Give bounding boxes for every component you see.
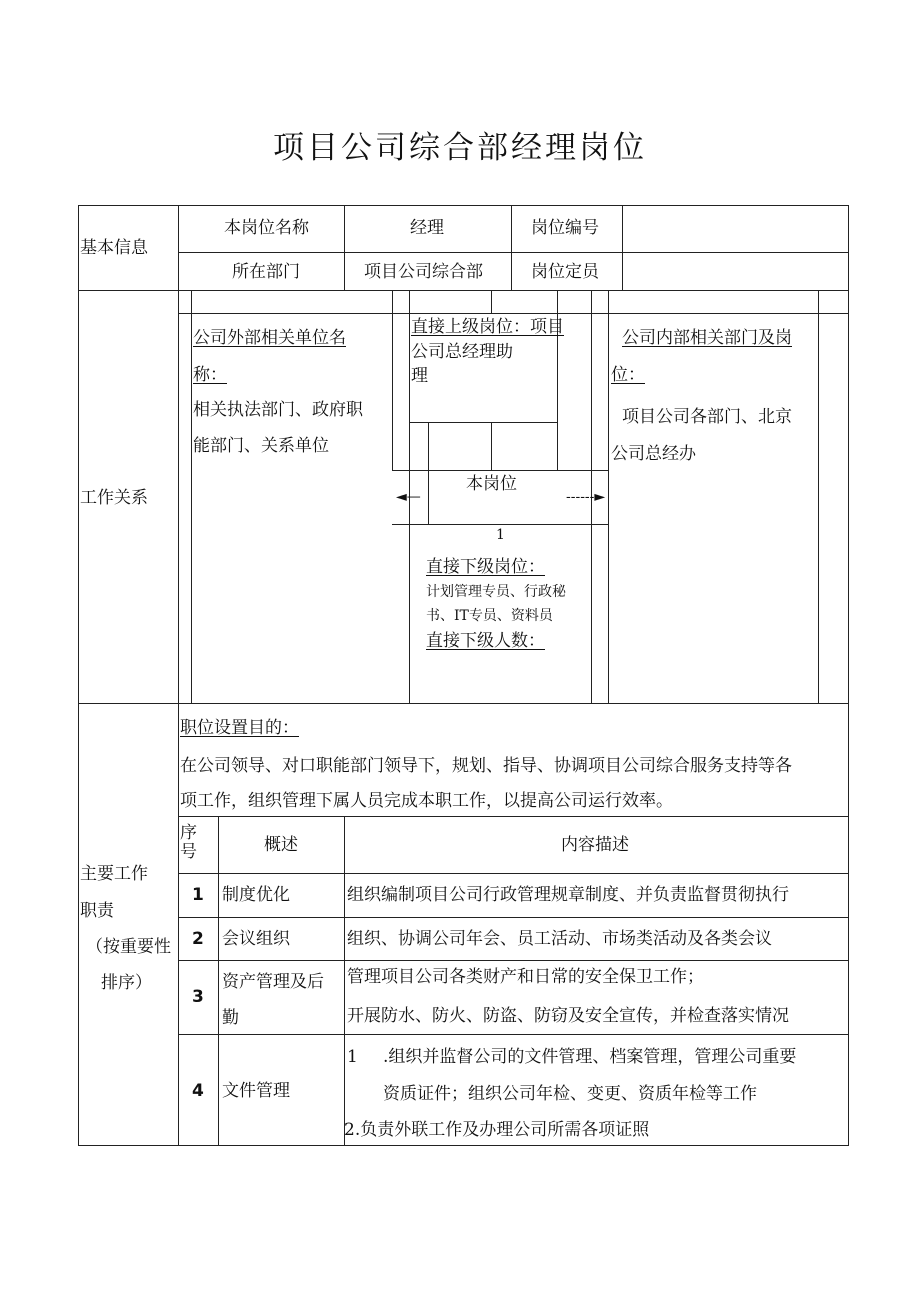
row-3-summary-cont: 勤 [222,1008,239,1028]
post-name-value: 经理 [410,218,444,238]
post-name-label: 本岗位名称 [224,218,309,238]
subordinate-posts-body-cont: 书、IT专员、资料员 [426,608,553,624]
superior-post-cont: 公司总经理助 [411,342,513,362]
external-units-title-cont: 称： [193,365,227,385]
row-2-desc: 组织、协调公司年会、员工活动、市场类活动及各类会议 [347,929,772,949]
subordinate-posts-body: 计划管理专员、行政秘 [426,584,566,600]
duties-section-label-2: 职责 [80,901,114,921]
row-4-desc-item-2: 2.负责外联工作及办理公司所需各项证照 [344,1120,650,1140]
col-seq-header-cont: 号 [180,842,197,862]
subordinate-count-title: 直接下级人数： [426,631,545,651]
row-2-no: 2 [192,929,204,949]
post-code-label: 岗位编号 [531,218,599,238]
external-units-body-cont: 能部门、关系单位 [193,436,329,456]
row-4-desc-cont: 资质证件；组织公司年检、变更、资质年检等工作 [383,1084,757,1104]
row-1-desc: 组织编制项目公司行政管理规章制度、并负责监督贯彻执行 [347,885,789,905]
row-2-summary: 会议组织 [222,929,290,949]
row-1-summary: 制度优化 [222,885,290,905]
row-4-no: 4 [192,1081,204,1101]
right-arrow-icon: ------► [566,489,606,505]
page-title: 项目公司综合部经理岗位 [273,130,647,166]
external-units-body: 相关执法部门、政府职 [193,400,363,420]
col-desc-header: 内容描述 [561,835,629,855]
row-3-desc: 管理项目公司各类财产和日常的安全保卫工作； [347,967,704,987]
internal-units-body-cont: 公司总经办 [611,444,696,464]
row-3-summary: 资产管理及后 [222,972,324,992]
relations-section-label: 工作关系 [80,488,148,508]
basic-section-label: 基本信息 [80,238,148,258]
post-quota-label: 岗位定员 [531,262,599,282]
subordinate-count-number: 1 [496,527,505,543]
purpose-title: 职位设置目的： [180,718,299,738]
subordinate-posts-title: 直接下级岗位： [426,557,545,577]
superior-post-cont2: 理 [411,366,428,386]
internal-units-body: 项目公司各部门、北京 [622,407,792,427]
dept-value: 项目公司综合部 [364,262,483,282]
current-post: 本岗位 [466,474,517,494]
duties-section-label-4: 排序） [101,973,152,993]
row-1-no: 1 [192,885,204,905]
left-arrow-icon: ◄— [396,489,421,505]
row-3-no: 3 [192,987,204,1007]
internal-units-title-cont: 位： [611,365,645,385]
col-seq-header: 序 [180,823,197,843]
purpose-text-cont: 项工作，组织管理下属人员完成本职工作，以提高公司运行效率。 [180,791,673,811]
internal-units-title: 公司内部相关部门及岗 [622,328,792,348]
superior-post [411,318,564,337]
duties-section-label: 主要工作 [80,864,148,884]
purpose-text: 在公司领导、对口职能部门领导下，规划、指导、协调项目公司综合服务支持等各 [180,756,792,776]
external-units-title: 公司外部相关单位名 [193,328,346,348]
row-3-desc-cont: 开展防水、防火、防盗、防窃及安全宣传，并检查落实情况 [347,1006,789,1026]
col-summary-header: 概述 [264,835,298,855]
row-4-desc: .组织并监督公司的文件管理、档案管理，管理公司重要 [383,1047,797,1067]
row-4-desc-num: 1 [347,1047,358,1067]
dept-label: 所在部门 [232,262,300,282]
row-4-summary: 文件管理 [222,1081,290,1101]
duties-section-label-3: （按重要性 [86,937,171,957]
superior-post-text: 直接上级岗位：项目 [411,317,564,337]
